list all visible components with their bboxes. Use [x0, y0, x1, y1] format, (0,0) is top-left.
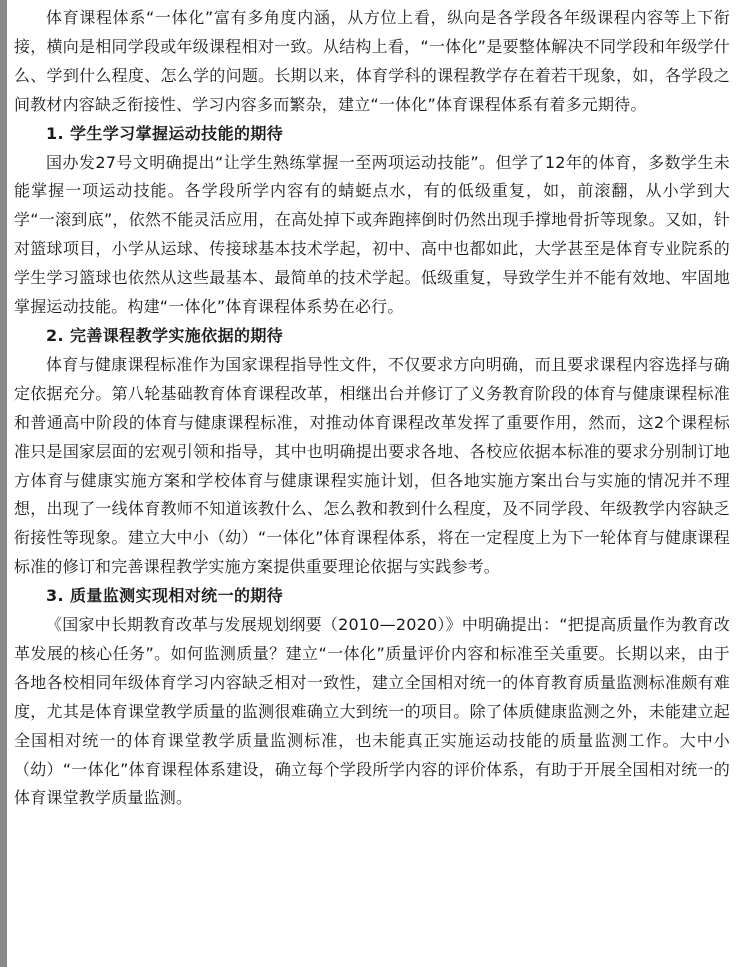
- section-3-heading: 3. 质量监测实现相对统一的期待: [46, 586, 284, 606]
- intro-paragraph: 体育课程体系“一体化”富有多角度内涵，从方位上看，纵向是各学段各年级课程内容等上下衔接，横向是相同学段或年级课程相对一致。从结构上看，“一体化”是要整体解决不同学段和年级学什么、学到什么程度、怎么学的问题。长期以来，体育学科的课程教学存在着若干现象，如，各学段之间教材内容缺乏衔接性、学习内容多而繁杂，建立“一体化”体育课程体系有着多元期待。: [14, 8, 730, 114]
- section-1-heading: 1. 学生学习掌握运动技能的期待: [46, 123, 284, 143]
- document-body: [14, 4, 730, 813]
- section-1-paragraph: 国办发27号文明确提出“让学生熟练掌握一至两项运动技能”。但学了12年的体育，多数学生未能掌握一项运动技能。各学段所学内容有的蜻蜓点水，有的低级重复，如，前滚翻，从小学到大学“一滚到底”，依然不能灵活应用，在高处掉下或奔跑摔倒时仍然出现手撑地骨折等现象。又如，针对篮球项目，小学从运球、传接球基本技术学起，初中、高中也都如此，大学甚至是体育专业院系的学生学习篮球也依然从这些最基本、最简单的技术学起。低级重复，导致学生并不能有效地、牢固地掌握运动技能。构建“一体化”体育课程体系势在必行。: [14, 152, 730, 317]
- section-2-paragraph: 体育与健康课程标准作为国家课程指导性文件，不仅要求方向明确，而且要求课程内容选择与确定依据充分。第八轮基础教育体育课程改革，相继出台并修订了义务教育阶段的体育与健康课程标准和普通高中阶段的体育与健康课程标准，对推动体育课程改革发挥了重要作用，然而，这2个课程标准只是国家层面的宏观引领和指导，其中也明确提出要求各地、各校应依据本标准的要求分别制订地方体育与健康实施方案和学校体育与健康课程实施计划，但各地实施方案出台与实施的情况并不理想，出现了一线体育教师不知道该教什么、怎么教和教到什么程度，及不同学段、年级教学内容缺乏衔接性等现象。建立大中小（幼）“一体化”体育课程体系，将在一定程度上为下一轮体育与健康课程标准的修订和完善课程教学实施方案提供重要理论依据与实践参考。: [14, 354, 730, 577]
- left-margin-bar: [0, 0, 7, 967]
- section-3-paragraph: 《国家中长期教育改革与发展规划纲要（2010—2020）》中明确提出：“把提高质量作为教育改革发展的核心任务”。如何监测质量？建立“一体化”质量评价内容和标准至关重要。长期以来，由于各地各校相同年级体育学习内容缺乏相对一致性，建立全国相对统一的体育教育质量监测标准颇有难度，尤其是体育课堂教学质量的监测很难确立大到统一的项目。除了体质健康监测之外，未能建立起全国相对统一的体育课堂教学质量监测标准，也未能真正实施运动技能的质量监测工作。大中小（幼）“一体化”体育课程体系建设，确立每个学段所学内容的评价体系，有助于开展全国相对统一的体育课堂教学质量监测。: [14, 615, 730, 808]
- section-2-heading: 2. 完善课程教学实施依据的期待: [46, 325, 284, 345]
